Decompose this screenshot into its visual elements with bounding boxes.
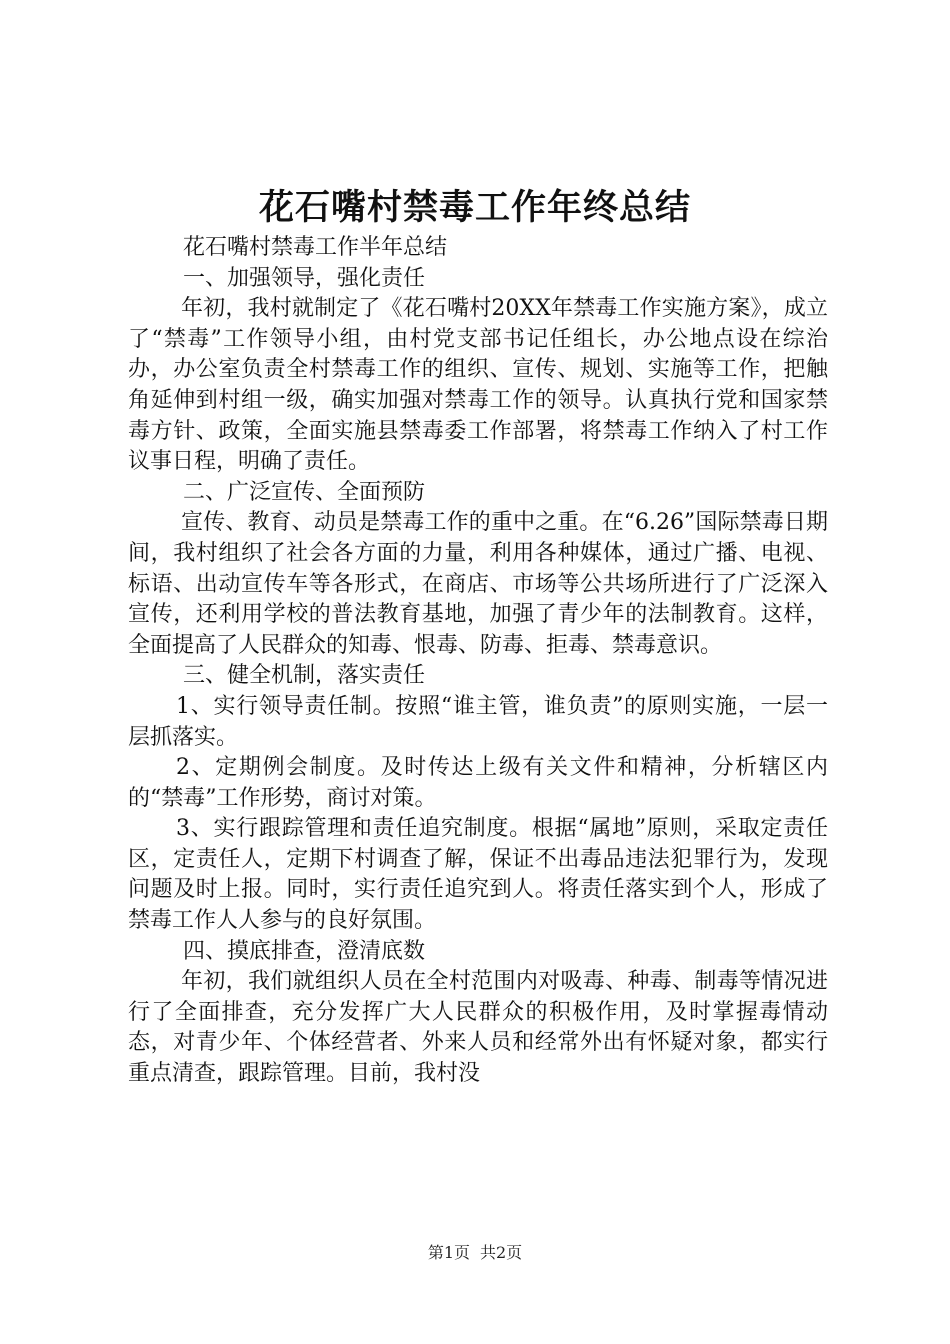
section-paragraph-4: 年初，我们就组织人员在全村范围内对吸毒、种毒、制毒等情况进行了全面排查，充分发挥广大人民群众的积极作用，及时掌握毒情动态，对青少年、个体经营者、外来人员和经常外出有怀疑对象，都实行重点清查，跟踪管理。目前，我村没	[128, 969, 828, 1087]
page-number: 第1页	[427, 1243, 470, 1262]
section-paragraph-1: 年初，我村就制定了《花石嘴村20XX年禁毒工作实施方案》，成立了“禁毒”工作领导小组，由村党支部书记任组长，办公地点设在综治办，办公室负责全村禁毒工作的组织、宣传、规划、实施等工作，把触角延伸到村组一级，确实加强对禁毒工作的领导。认真执行党和国家禁毒方针、政策，全面实施县禁毒委工作部署，将禁毒工作纳入了村工作议事日程，明确了责任。	[128, 296, 828, 475]
document-body	[128, 233, 828, 1090]
section-heading-3: 三、健全机制，落实责任	[183, 663, 426, 689]
list-item-2: 2、定期例会制度。及时传达上级有关文件和精神，分析辖区内的“禁毒”工作形势，商讨对策。	[128, 755, 828, 811]
page-total: 共2页	[480, 1243, 523, 1262]
section-heading-4: 四、摸底排查，澄清底数	[183, 938, 426, 964]
document-title: 花石嘴村禁毒工作年终总结	[258, 187, 691, 228]
page-footer	[0, 1241, 950, 1265]
list-item-1: 1、实行领导责任制。按照“谁主管，谁负责”的原则实施，一层一层抓落实。	[128, 693, 828, 750]
section-heading-2: 二、广泛宣传、全面预防	[183, 479, 426, 505]
list-item-3: 3、实行跟踪管理和责任追究制度。根据“属地”原则，采取定责任区，定责任人，定期下村调查了解，保证不出毒品违法犯罪行为，发现问题及时上报。同时，实行责任追究到人。将责任落实到个人，形成了禁毒工作人人参与的良好氛围。	[128, 816, 828, 934]
section-heading-1: 一、加强领导，强化责任	[183, 265, 426, 291]
section-paragraph-2: 宣传、教育、动员是禁毒工作的重中之重。在“6.26”国际禁毒日期间，我村组织了社会各方面的力量，利用各种媒体，通过广播、电视、标语、出动宣传车等各形式，在商店、市场等公共场所进行了广泛深入宣传，还利用学校的普法教育基地，加强了青少年的法制教育。这样，全面提高了人民群众的知毒、恨毒、防毒、拒毒、禁毒意识。	[128, 510, 828, 658]
subtitle-heading: 花石嘴村禁毒工作半年总结	[183, 235, 448, 260]
